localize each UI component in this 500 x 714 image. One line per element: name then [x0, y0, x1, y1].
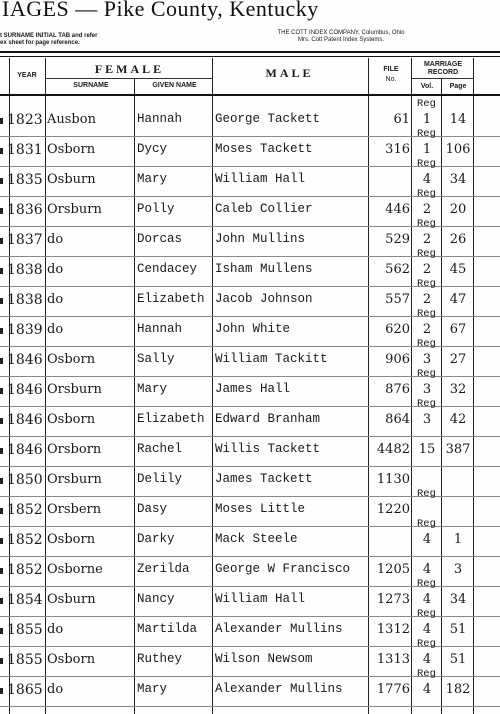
- margin-tick: [0, 598, 3, 604]
- year-cell: 1852: [7, 502, 43, 518]
- year-cell: 1838: [7, 292, 43, 308]
- reg-stamp: Reg: [417, 398, 436, 410]
- reg-stamp: Reg: [417, 248, 436, 260]
- surname-cell: do: [47, 682, 64, 697]
- file-number-cell: 906: [385, 352, 410, 367]
- surname-cell: Osburn: [47, 172, 96, 187]
- year-cell: 1837: [7, 232, 43, 248]
- volume-cell: 1: [422, 112, 432, 127]
- given-name-cell: Dorcas: [137, 232, 183, 246]
- file-number-cell: 1220: [376, 502, 410, 517]
- surname-cell: Osborne: [47, 562, 103, 577]
- male-name-cell: Edward Branham: [215, 412, 321, 426]
- surname-cell: do: [47, 322, 64, 337]
- margin-tick: [0, 148, 3, 154]
- margin-tick: [0, 538, 3, 544]
- year-cell: 1839: [7, 322, 43, 338]
- file-number-cell: 529: [385, 232, 410, 247]
- instruction-line: ex sheet for page reference.: [0, 40, 80, 46]
- file-number-cell: 1312: [376, 622, 410, 637]
- col-vol: Vol.: [420, 83, 434, 90]
- given-name-cell: Ruthey: [137, 652, 183, 666]
- surname-cell: Osborn: [47, 652, 96, 667]
- year-cell: 1846: [7, 382, 43, 398]
- file-number-cell: 562: [385, 262, 410, 277]
- reg-stamp: Reg: [417, 98, 436, 110]
- reg-stamp: Reg: [417, 278, 436, 290]
- year-cell: 1846: [7, 442, 43, 458]
- file-number-cell: 876: [385, 382, 410, 397]
- reg-stamp: Reg: [417, 578, 436, 590]
- male-name-cell: Moses Tackett: [215, 142, 313, 156]
- page-cell: 106: [445, 142, 471, 157]
- male-name-cell: Willis Tackett: [215, 442, 321, 456]
- male-name-cell: George W Francisco: [215, 562, 351, 576]
- volume-cell: 3: [422, 382, 432, 397]
- volume-cell: 2: [422, 292, 432, 307]
- col-file-no: No.: [385, 76, 397, 83]
- file-number-cell: 446: [385, 202, 410, 217]
- table-row: [0, 398, 500, 438]
- year-cell: 1852: [7, 532, 43, 548]
- file-number-cell: 61: [393, 112, 410, 127]
- year-cell: 1823: [7, 112, 43, 128]
- header-rule: [0, 51, 500, 53]
- margin-tick: [0, 268, 3, 274]
- file-number-cell: 1776: [376, 682, 410, 697]
- given-name-cell: Sally: [137, 352, 175, 366]
- given-name-cell: Martilda: [137, 622, 198, 636]
- given-name-cell: Dycy: [137, 142, 168, 156]
- publisher-line: THE COTT INDEX COMPANY, Columbus, Ohio: [277, 30, 405, 36]
- surname-cell: Orsburn: [47, 202, 102, 217]
- page-cell: 67: [449, 322, 467, 337]
- male-name-cell: Moses Little: [215, 502, 306, 516]
- year-cell: 1846: [7, 412, 43, 428]
- male-name-cell: Mack Steele: [215, 532, 298, 546]
- year-cell: 1865: [7, 682, 43, 698]
- given-name-cell: Mary: [137, 172, 168, 186]
- volume-cell: 4: [422, 532, 432, 547]
- surname-cell: Osburn: [47, 592, 96, 607]
- given-name-cell: Delily: [137, 472, 183, 486]
- row-divider: [0, 466, 500, 467]
- reg-stamp: Reg: [417, 338, 436, 350]
- given-name-cell: Mary: [137, 382, 168, 396]
- given-name-cell: Hannah: [137, 322, 183, 336]
- reg-stamp: Reg: [417, 518, 436, 530]
- col-page: Page: [449, 83, 467, 90]
- reg-stamp: Reg: [417, 128, 436, 140]
- volume-cell: 3: [422, 352, 432, 367]
- table-row: [0, 438, 500, 468]
- reg-stamp: Reg: [417, 368, 436, 380]
- volume-cell: 4: [422, 682, 432, 697]
- margin-tick: [0, 418, 3, 424]
- given-name-cell: Darky: [137, 532, 175, 546]
- header-bottom-rule: [0, 94, 500, 96]
- table-row: [0, 668, 500, 708]
- page-cell: 182: [445, 682, 471, 697]
- year-cell: 1854: [7, 592, 43, 608]
- grid-line: [45, 78, 212, 79]
- given-name-cell: Dasy: [137, 502, 168, 516]
- volume-cell: 2: [422, 322, 432, 337]
- male-name-cell: Caleb Collier: [215, 202, 313, 216]
- reg-stamp: Reg: [417, 218, 436, 230]
- male-name-cell: George Tackett: [215, 112, 321, 126]
- male-name-cell: James Hall: [215, 382, 291, 396]
- page-cell: 45: [449, 262, 467, 277]
- year-cell: 1836: [7, 202, 43, 218]
- given-name-cell: Zerilda: [137, 562, 190, 576]
- row-divider: [0, 436, 500, 437]
- volume-cell: 4: [422, 172, 432, 187]
- given-name-cell: Hannah: [137, 112, 183, 126]
- year-cell: 1855: [7, 622, 43, 638]
- volume-cell: 15: [418, 442, 436, 457]
- margin-tick: [0, 328, 3, 334]
- reg-stamp: Reg: [417, 188, 436, 200]
- instruction-line: t SURNAME INITIAL TAB and refer: [0, 33, 98, 39]
- volume-cell: 4: [422, 592, 432, 607]
- male-name-cell: John White: [215, 322, 291, 336]
- file-number-cell: 1313: [376, 652, 410, 667]
- volume-cell: 3: [422, 412, 432, 427]
- given-name-cell: Cendacey: [137, 262, 198, 276]
- file-number-cell: 1273: [376, 592, 410, 607]
- surname-cell: Osborn: [47, 532, 96, 547]
- male-name-cell: James Tackett: [215, 472, 313, 486]
- year-cell: 1850: [7, 472, 43, 488]
- male-name-cell: John Mullins: [215, 232, 306, 246]
- col-file: FILE: [383, 66, 399, 73]
- margin-tick: [0, 478, 3, 484]
- col-male: MALE: [265, 66, 314, 80]
- file-number-cell: 864: [385, 412, 410, 427]
- page-title: IAGES — Pike County, Kentucky: [2, 0, 319, 21]
- margin-tick: [0, 358, 3, 364]
- page-cell: 1: [453, 532, 463, 547]
- year-cell: 1852: [7, 562, 43, 578]
- page-cell: 34: [449, 592, 467, 607]
- year-cell: 1831: [7, 142, 43, 158]
- given-name-cell: Mary: [137, 682, 168, 696]
- year-cell: 1846: [7, 352, 43, 368]
- reg-stamp: Reg: [417, 638, 436, 650]
- grid-line: [411, 78, 473, 79]
- male-name-cell: Isham Mullens: [215, 262, 313, 276]
- margin-tick: [0, 178, 3, 184]
- page-cell: 27: [449, 352, 467, 367]
- page-cell: 47: [449, 292, 467, 307]
- volume-cell: 4: [422, 622, 432, 637]
- page-cell: 34: [449, 172, 467, 187]
- col-year: YEAR: [17, 72, 37, 79]
- page-cell: 20: [449, 202, 467, 217]
- page-cell: 51: [449, 622, 467, 637]
- page-cell: 14: [449, 112, 467, 127]
- margin-tick: [0, 118, 3, 124]
- surname-cell: Orsborn: [47, 442, 102, 457]
- volume-cell: 2: [422, 262, 432, 277]
- page-cell: 32: [449, 382, 467, 397]
- margin-tick: [0, 658, 3, 664]
- given-name-cell: Polly: [137, 202, 175, 216]
- reg-stamp: Reg: [417, 308, 436, 320]
- file-number-cell: 4482: [376, 442, 410, 457]
- male-name-cell: Jacob Johnson: [215, 292, 313, 306]
- volume-cell: 4: [422, 652, 432, 667]
- page-cell: 387: [445, 442, 471, 457]
- row-divider: [0, 556, 500, 557]
- male-name-cell: Wilson Newsom: [215, 652, 313, 666]
- given-name-cell: Elizabeth: [137, 412, 205, 426]
- year-cell: 1855: [7, 652, 43, 668]
- reg-stamp: Reg: [417, 488, 436, 500]
- surname-cell: Ausbon: [47, 112, 96, 127]
- col-surname: SURNAME: [73, 82, 109, 89]
- margin-tick: [0, 388, 3, 394]
- male-name-cell: Alexander Mullins: [215, 622, 343, 636]
- publisher-line: Mrs. Cott Patent Index Systems.: [297, 37, 385, 43]
- page-cell: 42: [449, 412, 467, 427]
- col-female: FEMALE: [94, 62, 165, 76]
- surname-cell: do: [47, 622, 64, 637]
- table-row: [0, 518, 500, 558]
- margin-tick: [0, 448, 3, 454]
- reg-stamp: Reg: [417, 158, 436, 170]
- margin-tick: [0, 238, 3, 244]
- file-number-cell: 620: [385, 322, 410, 337]
- male-name-cell: William Hall: [215, 592, 306, 606]
- row-divider: [0, 706, 500, 707]
- file-number-cell: 316: [385, 142, 410, 157]
- file-number-cell: 1205: [376, 562, 410, 577]
- margin-tick: [0, 208, 3, 214]
- surname-cell: do: [47, 262, 64, 277]
- reg-stamp: Reg: [417, 608, 436, 620]
- margin-tick: [0, 568, 3, 574]
- file-number-cell: 557: [385, 292, 410, 307]
- reg-stamp: Reg: [417, 668, 436, 680]
- male-name-cell: William Tackitt: [215, 352, 328, 366]
- volume-cell: 2: [422, 232, 432, 247]
- volume-cell: 2: [422, 202, 432, 217]
- surname-cell: Osborn: [47, 352, 96, 367]
- given-name-cell: Nancy: [137, 592, 175, 606]
- surname-cell: do: [47, 232, 64, 247]
- surname-cell: Osborn: [47, 412, 96, 427]
- surname-cell: Orsbern: [47, 502, 102, 517]
- given-name-cell: Rachel: [137, 442, 183, 456]
- page-cell: 51: [449, 652, 467, 667]
- publisher-note: [246, 30, 436, 44]
- volume-cell: 1: [422, 142, 432, 157]
- surname-cell: do: [47, 292, 64, 307]
- page-cell: 26: [449, 232, 467, 247]
- index-instructions: [0, 33, 150, 47]
- male-name-cell: William Hall: [215, 172, 306, 186]
- margin-tick: [0, 688, 3, 694]
- margin-tick: [0, 508, 3, 514]
- surname-cell: Osborn: [47, 142, 96, 157]
- margin-tick: [0, 628, 3, 634]
- surname-cell: Orsburn: [47, 382, 102, 397]
- margin-tick: [0, 298, 3, 304]
- header-rule: [0, 56, 500, 57]
- year-cell: 1835: [7, 172, 43, 188]
- file-number-cell: 1130: [376, 472, 410, 487]
- surname-cell: Orsburn: [47, 472, 102, 487]
- page-cell: 3: [453, 562, 463, 577]
- col-marriage-record: MARRIAGE RECORD: [423, 61, 463, 76]
- year-cell: 1838: [7, 262, 43, 278]
- male-name-cell: Alexander Mullins: [215, 682, 343, 696]
- given-name-cell: Elizabeth: [137, 292, 205, 306]
- volume-cell: 4: [422, 562, 432, 577]
- col-given-name: GIVEN NAME: [152, 82, 197, 89]
